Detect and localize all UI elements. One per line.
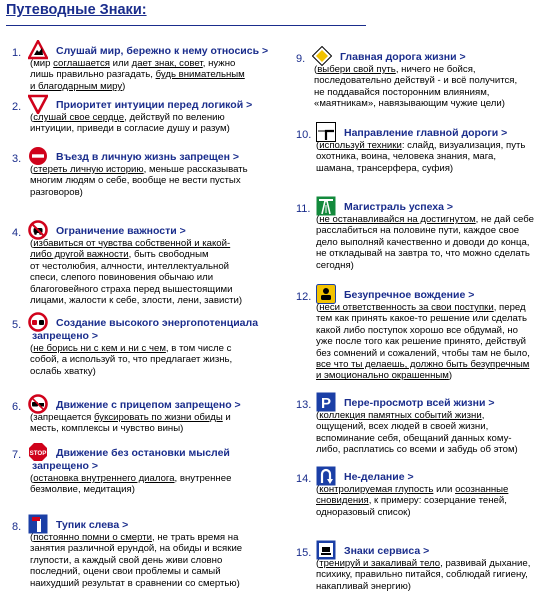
- description-text: , не дай себе: [475, 214, 535, 225]
- entry-description: [316, 302, 530, 382]
- description-line: [316, 433, 518, 444]
- description-text: (: [316, 302, 320, 313]
- description-line: [30, 295, 242, 306]
- description-text: расслабиться на половине пути, каждое свое: [316, 225, 520, 237]
- description-text: лицами, жалости к себе, злости, лени, зависти): [30, 295, 243, 307]
- description-text: (: [30, 473, 34, 484]
- dead-end-left-sign-icon: [28, 514, 48, 534]
- description-text: месть, комплексы и чувство вины): [30, 423, 184, 435]
- description-text: и: [222, 412, 231, 423]
- page-title: Путеводные Знаки:: [6, 2, 147, 18]
- description-text: , меньше рассказывать: [143, 164, 248, 175]
- underlined-phrase: осознанные: [455, 484, 509, 495]
- description-text: занятия различной ерундой, на обиды и всякие: [30, 543, 243, 555]
- description-text: , нужно: [202, 58, 236, 69]
- description-text: сегодня): [316, 259, 354, 271]
- description-text: ): [122, 80, 126, 92]
- description-text: , внутреннее: [174, 473, 232, 484]
- restriction-sign-icon: [28, 220, 48, 240]
- entry-title-link[interactable]: Главная дорога жизни >: [340, 51, 466, 63]
- description-line: [316, 163, 525, 174]
- description-text: (: [30, 164, 34, 175]
- entry-number: 14.: [296, 473, 312, 485]
- description-line: [316, 484, 508, 495]
- description-line: [316, 313, 530, 324]
- description-line: [314, 87, 517, 98]
- entry-description: [316, 410, 518, 456]
- underlined-phrase: постоянно помни о смерти: [33, 532, 153, 543]
- entry-description: [30, 58, 245, 92]
- description-line: [314, 64, 517, 75]
- no-entry-sign-icon: [28, 146, 48, 166]
- no-overtaking-sign-icon: [28, 312, 48, 332]
- underlined-phrase: либо другой важности: [30, 249, 129, 261]
- description-line: [30, 366, 232, 377]
- description-line: [316, 237, 534, 248]
- description-text: наихудший результат в сравнении со смертью): [30, 577, 240, 589]
- entry-title-continuation[interactable]: запрещено >: [32, 460, 99, 472]
- description-line: [30, 123, 230, 134]
- entry-number: 2.: [12, 101, 22, 113]
- description-line: [316, 225, 534, 236]
- description-text: психику, правильно питайся, соблюдай гигиену,: [316, 569, 528, 581]
- description-text: (: [316, 214, 320, 225]
- description-text: благоговейного страха перед вышестоящими: [30, 283, 233, 295]
- entry-description: [30, 343, 232, 377]
- underlined-phrase: контролируемая глупость: [319, 484, 434, 495]
- entry-description: [316, 484, 508, 518]
- description-text: , к примеру: созерцание теней,: [368, 495, 507, 507]
- warning-triangle-sign-icon: [28, 40, 48, 60]
- entry-number: 7.: [12, 449, 22, 461]
- description-line: [30, 343, 232, 354]
- underlined-phrase: дает знак, совет: [131, 58, 203, 69]
- underlined-phrase: соглашается: [53, 58, 110, 69]
- description-text: , перед: [493, 302, 526, 313]
- description-line: [314, 75, 517, 86]
- main-road-sign-icon: [312, 46, 332, 66]
- entry-title-link[interactable]: Не-делание >: [344, 471, 414, 483]
- description-line: [30, 354, 232, 365]
- description-text: безмолвие, медитация): [30, 484, 135, 496]
- description-text: (: [30, 112, 34, 123]
- description-line: [316, 325, 530, 336]
- description-text: какой либо поступок хорошо все обдумай, но: [316, 324, 519, 336]
- entry-title-link[interactable]: Тупик слева >: [56, 519, 129, 531]
- description-line: [30, 532, 242, 543]
- description-line: [316, 151, 525, 162]
- description-text: или: [433, 484, 456, 495]
- description-text: одноразовый список): [316, 506, 411, 518]
- entry-description: [316, 558, 530, 592]
- description-line: [316, 569, 530, 580]
- entry-title-link[interactable]: Знаки сервиса >: [344, 545, 430, 557]
- description-text: (: [314, 64, 318, 75]
- entry-title-continuation[interactable]: запрещено >: [32, 330, 99, 342]
- stop-sign-icon: [28, 442, 48, 462]
- description-text: разговоров): [30, 186, 83, 198]
- entry-title-link[interactable]: Безупречное вождение >: [344, 289, 475, 301]
- description-line: [316, 140, 525, 151]
- description-text: тем как принять какое-то решение или сделать: [316, 313, 528, 325]
- description-text: многим людям о себе, вообще не вести пустых: [30, 175, 241, 187]
- description-text: (: [316, 410, 320, 421]
- u-turn-sign-icon: [316, 466, 336, 486]
- entry-description: [316, 140, 525, 174]
- description-text: (: [30, 343, 34, 354]
- underlined-phrase: сновидения: [316, 495, 369, 507]
- description-text: без сомнений и сожалений, чтобы там не было,: [316, 347, 530, 359]
- underlined-phrase: тренируй и закаливай тело: [319, 558, 441, 569]
- description-line: [316, 581, 530, 592]
- description-text: , действуй по велению: [124, 112, 225, 123]
- parking-sign-icon: [316, 392, 336, 412]
- entry-description: [30, 412, 231, 435]
- entry-description: [30, 532, 242, 589]
- description-text: либо, расплатись со всеми и забудь об этом): [316, 444, 518, 456]
- description-line: [316, 410, 518, 421]
- description-line: [30, 81, 245, 92]
- description-line: [30, 187, 248, 198]
- entry-description: [30, 238, 242, 306]
- description-text: , быть свободным: [128, 249, 209, 261]
- description-text: интуиции, приведи в согласие душу и разум): [30, 123, 230, 135]
- entry-number: 15.: [296, 547, 312, 559]
- description-line: [316, 359, 530, 370]
- entry-number: 6.: [12, 401, 22, 413]
- description-text: последний, оцени свои проблемы и самый: [30, 566, 221, 578]
- svg-text:P: P: [320, 395, 332, 412]
- description-text: , ничего не бойся,: [395, 64, 476, 75]
- description-text: шамана, трансерферa, суфия): [316, 162, 454, 174]
- description-line: [316, 302, 530, 313]
- description-line: [316, 370, 530, 381]
- description-line: [30, 423, 231, 434]
- description-line: [30, 238, 242, 249]
- description-line: [30, 473, 231, 484]
- entry-number: 13.: [296, 399, 312, 411]
- description-text: ощущений, всех людей в своей жизни,: [316, 421, 489, 433]
- underlined-phrase: коллекция памятных событий жизни: [319, 410, 482, 421]
- driving-sign-icon: [316, 284, 336, 304]
- description-text: (мир: [30, 58, 54, 69]
- description-line: [316, 558, 530, 569]
- entry-description: [314, 64, 517, 110]
- entry-number: 9.: [296, 53, 306, 65]
- entry-description: [316, 214, 534, 271]
- description-text: от честолюбия, алчности, интеллектуальной: [30, 260, 230, 272]
- main-road-direction-sign-icon: [316, 122, 336, 142]
- description-line: [316, 444, 518, 455]
- entry-number: 11.: [296, 203, 311, 215]
- underlined-phrase: и благодарным миру: [30, 80, 123, 92]
- entry-title-link[interactable]: Создание высокого энергопотенциала: [56, 317, 259, 329]
- no-trailer-sign-icon: [28, 394, 48, 414]
- description-text: лишь правильно разгадать,: [30, 69, 156, 81]
- description-line: [30, 555, 242, 566]
- description-text: (: [30, 532, 34, 543]
- entry-number: 5.: [12, 319, 22, 331]
- entry-title-link[interactable]: Направление главной дороги >: [344, 127, 508, 139]
- underlined-phrase: буксировать по жизни обиды: [94, 412, 223, 423]
- description-text: (: [30, 238, 34, 249]
- description-text: ,: [481, 410, 485, 421]
- entry-description: [30, 473, 231, 496]
- description-line: [316, 214, 534, 225]
- description-line: [30, 272, 242, 283]
- entry-title-link[interactable]: Движение без остановки мыслей: [56, 447, 230, 459]
- description-text: вспоминание себя, обещаний данных кому-: [316, 432, 512, 444]
- description-text: не откладывай на завтра то, что можно сделать: [316, 248, 530, 260]
- underlined-phrase: не борись ни с кем и ни с чем: [33, 343, 166, 354]
- description-line: [30, 58, 245, 69]
- description-line: [30, 543, 242, 554]
- underlined-phrase: стереть личную историю: [33, 164, 144, 175]
- entry-number: 8.: [12, 521, 22, 533]
- description-text: (: [316, 484, 320, 495]
- description-line: [316, 348, 530, 359]
- entry-title-link[interactable]: Слушай мир, бережно к нему относись >: [56, 45, 269, 57]
- description-line: [30, 261, 242, 272]
- service-sign-icon: [316, 540, 336, 560]
- description-text: уже после того как решение принято, действуй: [316, 336, 526, 348]
- underlined-phrase: все что ты делаешь, должно быть безупречным: [316, 359, 530, 371]
- description-line: [314, 98, 517, 109]
- description-line: [316, 507, 508, 518]
- motorway-sign-icon: [316, 196, 336, 216]
- entry-description: [30, 164, 248, 198]
- description-text: (: [316, 558, 320, 569]
- description-line: [316, 421, 518, 432]
- description-text: ослабь хватку): [30, 365, 96, 377]
- yield-triangle-sign-icon: [28, 94, 48, 114]
- entry-title-link[interactable]: Движение с прицепом запрещено >: [56, 399, 241, 411]
- description-line: [30, 164, 248, 175]
- underlined-phrase: остановка внутреннего диалога: [33, 473, 175, 484]
- description-text: или: [109, 58, 132, 69]
- entry-title-link[interactable]: Пере-просмотр всей жизни >: [344, 397, 495, 409]
- underlined-phrase: будь внимательным: [155, 69, 245, 81]
- description-text: , развивай дыхание,: [440, 558, 531, 569]
- entry-title-link[interactable]: Приоритет интуиции перед логикой >: [56, 99, 253, 111]
- description-line: [30, 69, 245, 80]
- entry-description: [30, 112, 230, 135]
- description-text: , не трать время на: [152, 532, 239, 543]
- entry-number: 4.: [12, 227, 22, 239]
- description-line: [30, 484, 231, 495]
- svg-text:STOP: STOP: [29, 449, 47, 457]
- description-text: «маятникам», навязывающим чужие цели): [314, 98, 505, 110]
- description-line: [30, 284, 242, 295]
- description-line: [316, 495, 508, 506]
- description-line: [30, 175, 248, 186]
- description-text: собой, а используй то, что предлагает жизнь,: [30, 354, 233, 366]
- description-text: глупости, а каждый свой день живи словно: [30, 554, 223, 566]
- entry-title-link[interactable]: Магистраль успеха >: [344, 201, 454, 213]
- description-text: последовательно действуй - и всё получится,: [314, 75, 518, 87]
- description-text: накапливай энергию): [316, 580, 411, 592]
- underlined-phrase: не останавливайся на достигнутом: [319, 214, 476, 225]
- entry-number: 3.: [12, 153, 22, 165]
- underlined-phrase: и эмоционально окрашенным: [316, 370, 449, 382]
- underlined-phrase: используй техники: [319, 140, 402, 151]
- description-line: [316, 336, 530, 347]
- underlined-phrase: выбери свой путь: [317, 64, 396, 75]
- description-line: [30, 412, 231, 423]
- description-text: (: [316, 140, 320, 151]
- entry-number: 1.: [12, 47, 22, 59]
- description-line: [30, 566, 242, 577]
- underlined-phrase: неси ответственность за свои поступки: [319, 302, 494, 313]
- description-line: [30, 578, 242, 589]
- description-line: [30, 249, 242, 260]
- entry-title-link[interactable]: Ограничение важности >: [56, 225, 186, 237]
- description-text: охотника, воина, человека знания, мага,: [316, 151, 497, 163]
- description-line: [316, 260, 534, 271]
- description-text: ): [448, 370, 453, 382]
- entry-number: 12.: [296, 291, 312, 303]
- description-line: [316, 248, 534, 259]
- entry-number: 10.: [296, 129, 312, 141]
- underlined-phrase: избавиться от чувства собственной и какой-: [33, 238, 231, 249]
- description-text: спеси, слепого повиновения обычаю или: [30, 272, 214, 284]
- entry-title-link[interactable]: Въезд в личную жизнь запрещен >: [56, 151, 239, 163]
- description-text: дело выполняй качественно и доводи до конца,: [316, 236, 530, 248]
- description-text: не поддавайся посторонним влияниям,: [314, 86, 490, 98]
- description-line: [30, 112, 230, 123]
- description-text: , в том числе с: [165, 343, 232, 354]
- description-text: : слайд, визуализация, путь: [401, 140, 526, 151]
- underlined-phrase: слушай свое сердце: [33, 112, 125, 123]
- description-text: (запрещается: [30, 412, 94, 423]
